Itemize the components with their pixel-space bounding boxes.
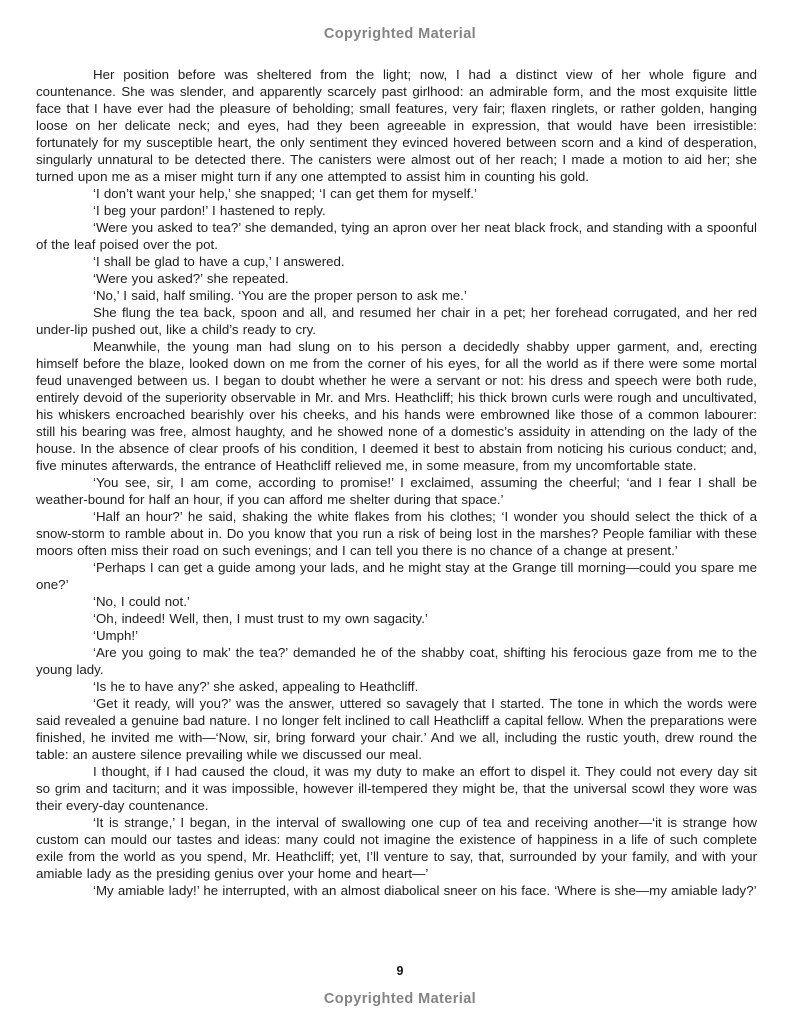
paragraph: ‘I don’t want your help,’ she snapped; ‘I can get them for myself.’ [93, 186, 477, 201]
paragraph: ‘You see, sir, I am come, according to promise!’ I exclaimed, assuming the cheerful; ‘and I fear I shall be weather-bound for half an hour, if you can afford me shelter during that space.’ [36, 475, 757, 507]
paragraph: ‘No,’ I said, half smiling. ‘You are the proper person to ask me.’ [93, 288, 467, 303]
paragraph: ‘No, I could not.’ [93, 594, 190, 609]
paragraph: I thought, if I had caused the cloud, it was my duty to make an effort to dispel it. They could not every day sit so grim and taciturn; and it was impossible, however ill-tempered they might be, that the universal scowl they wore was their every-day countenance. [36, 764, 757, 813]
page-number: 9 [396, 964, 404, 978]
paragraph: She flung the tea back, spoon and all, and resumed her chair in a pet; her forehead corrugated, and her red under-lip pushed out, like a child’s ready to cry. [36, 305, 757, 337]
paragraph: ‘Is he to have any?’ she asked, appealing to Heathcliff. [93, 679, 419, 694]
paragraph: ‘Were you asked to tea?’ she demanded, tying an apron over her neat black frock, and standing with a spoonful of the leaf poised over the pot. [36, 220, 757, 252]
paragraph: ‘Are you going to mak’ the tea?’ demanded he of the shabby coat, shifting his ferocious gaze from me to the young lady. [36, 645, 757, 677]
page-body [36, 66, 757, 899]
paragraph: ‘Were you asked?’ she repeated. [93, 271, 289, 286]
paragraph: ‘Half an hour?’ he said, shaking the white flakes from his clothes; ‘I wonder you should select the thick of a snow-storm to ramble about in. Do you know that you run a risk of being lost in the marshes? People familiar with these moors often miss their road on such evenings; and I can tell you there is no chance of a change at present.’ [36, 509, 757, 558]
paragraph: ‘Umph!’ [93, 628, 139, 643]
paragraph: ‘My amiable lady!’ he interrupted, with an almost diabolical sneer on his face. ‘Where is she—my amiable lady?’ [93, 883, 757, 898]
paragraph: ‘Get it ready, will you?’ was the answer, uttered so savagely that I started. The tone in which the words were said revealed a genuine bad nature. I no longer felt inclined to call Heathcliff a capital fellow. When the preparations were finished, he invited me with—‘Now, sir, bring forward your chair.’ And we all, including the rustic youth, drew round the table: an austere silence prevailing while we discussed our meal. [36, 696, 757, 762]
paragraph: ‘I beg your pardon!’ I hastened to reply. [93, 203, 326, 218]
paragraph: Meanwhile, the young man had slung on to his person a decidedly shabby upper garment, and, erecting himself before the blaze, looked down on me from the corner of his eyes, for all the world as if there were some mortal feud unavenged between us. I began to doubt whether he were a servant or not: his dress and speech were both rude, entirely devoid of the superiority observable in Mr. and Mrs. Heathcliff; his thick brown curls were rough and uncultivated, his whiskers encroached bearishly over his cheeks, and his hands were embrowned like those of a common labourer: still his bearing was free, almost haughty, and he showed none of a domestic’s assiduity in attending on the lady of the house. In the absence of clear proofs of his condition, I deemed it best to abstain from noticing his curious conduct; and, five minutes afterwards, the entrance of Heathcliff relieved me, in some measure, from my uncomfortable state. [36, 339, 757, 473]
copyright-notice-top: Copyrighted Material [323, 26, 477, 42]
paragraph: Her position before was sheltered from the light; now, I had a distinct view of her whole figure and countenance. She was slender, and apparently scarcely past girlhood: an admirable form, and the most exquisite little face that I have ever had the pleasure of beholding; small features, very fair; flaxen ringlets, or rather golden, hanging loose on her delicate neck; and eyes, had they been agreeable in expression, that would have been irresistible: fortunately for my susceptible heart, the only sentiment they evinced hovered between scorn and a kind of desperation, singularly unnatural to be detected there. The canisters were almost out of her reach; I made a motion to aid her; she turned upon me as a miser might turn if any one attempted to assist him in counting his gold. [36, 67, 757, 184]
paragraph: ‘Perhaps I can get a guide among your lads, and he might stay at the Grange till morning—could you spare me one?’ [36, 560, 757, 592]
copyright-notice-bottom: Copyrighted Material [323, 991, 477, 1007]
paragraph: ‘Oh, indeed! Well, then, I must trust to my own sagacity.’ [93, 611, 428, 626]
paragraph: ‘I shall be glad to have a cup,’ I answered. [93, 254, 345, 269]
paragraph: ‘It is strange,’ I began, in the interval of swallowing one cup of tea and receiving another—‘it is strange how custom can mould our tastes and ideas: many could not imagine the existence of happiness in a life of such complete exile from the world as you spend, Mr. Heathcliff; yet, I’ll venture to say, that, surrounded by your family, and with your amiable lady as the presiding genius over your home and heart—’ [36, 815, 757, 881]
